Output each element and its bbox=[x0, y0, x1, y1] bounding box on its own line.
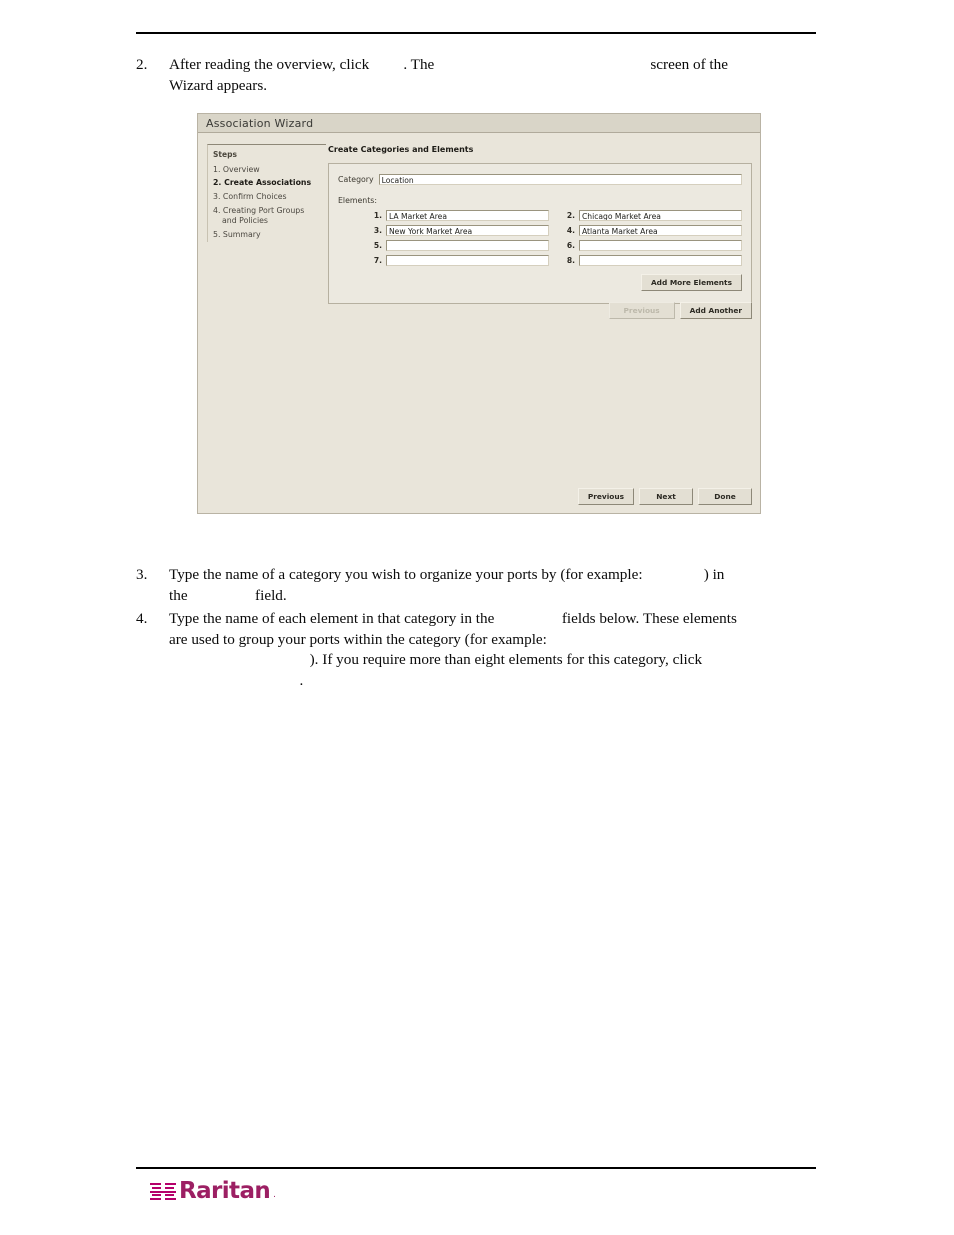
elements-label: Elements: bbox=[338, 196, 377, 205]
element-number: 6. bbox=[566, 241, 575, 250]
wizard-step-create-associations[interactable] bbox=[208, 177, 326, 191]
element-number: 5. bbox=[373, 241, 382, 250]
wizard-done-button[interactable]: Done bbox=[698, 488, 752, 505]
element-input-1[interactable]: LA Market Area bbox=[386, 210, 549, 221]
step-text-part: screen of the bbox=[646, 56, 728, 73]
steps-header: Steps bbox=[213, 150, 237, 159]
step-line bbox=[169, 565, 818, 586]
raritan-mark-icon bbox=[150, 1182, 176, 1201]
element-field-5 bbox=[373, 240, 549, 251]
element-input-5[interactable] bbox=[386, 240, 549, 251]
bold-term-la-market-area bbox=[551, 630, 659, 651]
wizard-step-creating-port-groups[interactable] bbox=[208, 204, 326, 228]
step-text-part: fields below. These elements bbox=[558, 610, 737, 627]
step-text-part: Type the name of each element in that category in the bbox=[169, 610, 499, 627]
wizard-steps-panel bbox=[207, 144, 326, 242]
add-more-elements-button[interactable]: Add More Elements bbox=[641, 274, 742, 291]
element-input-6[interactable] bbox=[579, 240, 742, 251]
wizard-title: Association Wizard bbox=[206, 117, 314, 130]
wizard-action-buttons bbox=[578, 488, 752, 505]
element-field-1 bbox=[373, 210, 549, 221]
step-text-part: Type the name of a category you wish to organize your ports by (for example: bbox=[169, 566, 647, 583]
category-input[interactable]: Location bbox=[379, 174, 742, 185]
panel-action-buttons bbox=[609, 302, 752, 319]
element-field-6 bbox=[566, 240, 742, 251]
element-field-7 bbox=[373, 255, 549, 266]
step-line: Wizard appears. bbox=[169, 76, 268, 94]
create-categories-panel bbox=[328, 163, 752, 304]
element-number: 1. bbox=[373, 211, 382, 220]
bold-term-chicago-market-area bbox=[169, 650, 310, 671]
element-number: 8. bbox=[566, 256, 575, 265]
category-row bbox=[338, 174, 742, 185]
element-input-2[interactable]: Chicago Market Area bbox=[579, 210, 742, 221]
wizard-step-label: 3. Confirm Choices bbox=[213, 191, 287, 201]
element-number: 7. bbox=[373, 256, 382, 265]
element-field-4 bbox=[566, 225, 742, 236]
step-text-part: field. bbox=[251, 586, 287, 604]
step-line bbox=[169, 671, 818, 692]
wizard-previous-button[interactable]: Previous bbox=[578, 488, 634, 505]
step-line bbox=[169, 586, 818, 607]
raritan-wordmark: Raritan bbox=[179, 1178, 271, 1204]
association-wizard-screenshot bbox=[197, 113, 761, 514]
wizard-step-label: 4. Creating Port Groups bbox=[213, 205, 305, 215]
bold-term-screen-name bbox=[438, 55, 647, 76]
wizard-step-label-continued: and Policies bbox=[222, 216, 268, 226]
step-line bbox=[169, 55, 818, 76]
step-text-part: ) in bbox=[703, 566, 725, 583]
element-input-3[interactable]: New York Market Area bbox=[386, 225, 549, 236]
add-more-elements-row bbox=[338, 274, 742, 291]
wizard-step-label: 1. Overview bbox=[213, 164, 260, 174]
wizard-step-overview[interactable] bbox=[208, 163, 326, 177]
wizard-step-label: 5. Summary bbox=[213, 229, 261, 239]
footer-rule bbox=[136, 1167, 816, 1169]
list-item-step-2 bbox=[136, 55, 818, 96]
step-text bbox=[169, 55, 818, 96]
add-another-button[interactable]: Add Another bbox=[680, 302, 752, 319]
element-number: 3. bbox=[373, 226, 382, 235]
step-number: 4. bbox=[136, 610, 148, 627]
step-line bbox=[169, 609, 818, 630]
step-text bbox=[169, 565, 818, 606]
bold-term-category bbox=[191, 586, 251, 607]
step-text-part: are used to group your ports within the category (for example: bbox=[169, 630, 551, 648]
step-text-part: . The bbox=[403, 56, 439, 73]
bold-term-elements bbox=[498, 609, 558, 630]
bold-term-next bbox=[373, 55, 403, 76]
wizard-step-summary[interactable] bbox=[208, 228, 326, 242]
step-number: 3. bbox=[136, 566, 148, 583]
element-input-8[interactable] bbox=[579, 255, 742, 266]
bold-term-add-more-elements bbox=[169, 671, 300, 692]
bold-term-location bbox=[646, 565, 703, 586]
element-field-2 bbox=[566, 210, 742, 221]
step-text-part: ). If you require more than eight elements for this category, click bbox=[309, 651, 703, 668]
wizard-step-confirm-choices[interactable] bbox=[208, 190, 326, 204]
step-text-part: the bbox=[169, 586, 192, 604]
raritan-logo-suffix: . bbox=[273, 1190, 277, 1200]
element-input-4[interactable]: Atlanta Market Area bbox=[579, 225, 742, 236]
wizard-next-button[interactable]: Next bbox=[639, 488, 693, 505]
panel-previous-button[interactable]: Previous bbox=[609, 302, 675, 319]
element-field-8 bbox=[566, 255, 742, 266]
wizard-main-area bbox=[328, 144, 752, 304]
step-line bbox=[169, 630, 818, 651]
element-field-3 bbox=[373, 225, 549, 236]
wizard-panel-heading: Create Categories and Elements bbox=[328, 145, 474, 154]
element-input-7[interactable] bbox=[386, 255, 549, 266]
step-text bbox=[169, 609, 818, 691]
element-number: 4. bbox=[566, 226, 575, 235]
raritan-logo bbox=[150, 1180, 276, 1203]
header-rule bbox=[136, 32, 816, 34]
step-text-part: . bbox=[299, 671, 304, 689]
list-item-step-3 bbox=[136, 565, 818, 606]
list-item-step-4 bbox=[136, 609, 818, 691]
step-line bbox=[169, 650, 818, 671]
elements-grid bbox=[338, 210, 742, 266]
step-text-part: After reading the overview, click bbox=[169, 56, 373, 73]
category-label: Category bbox=[338, 175, 374, 184]
element-number: 2. bbox=[566, 211, 575, 220]
step-number: 2. bbox=[136, 56, 148, 73]
wizard-step-label: 2. Create Associations bbox=[213, 178, 312, 188]
